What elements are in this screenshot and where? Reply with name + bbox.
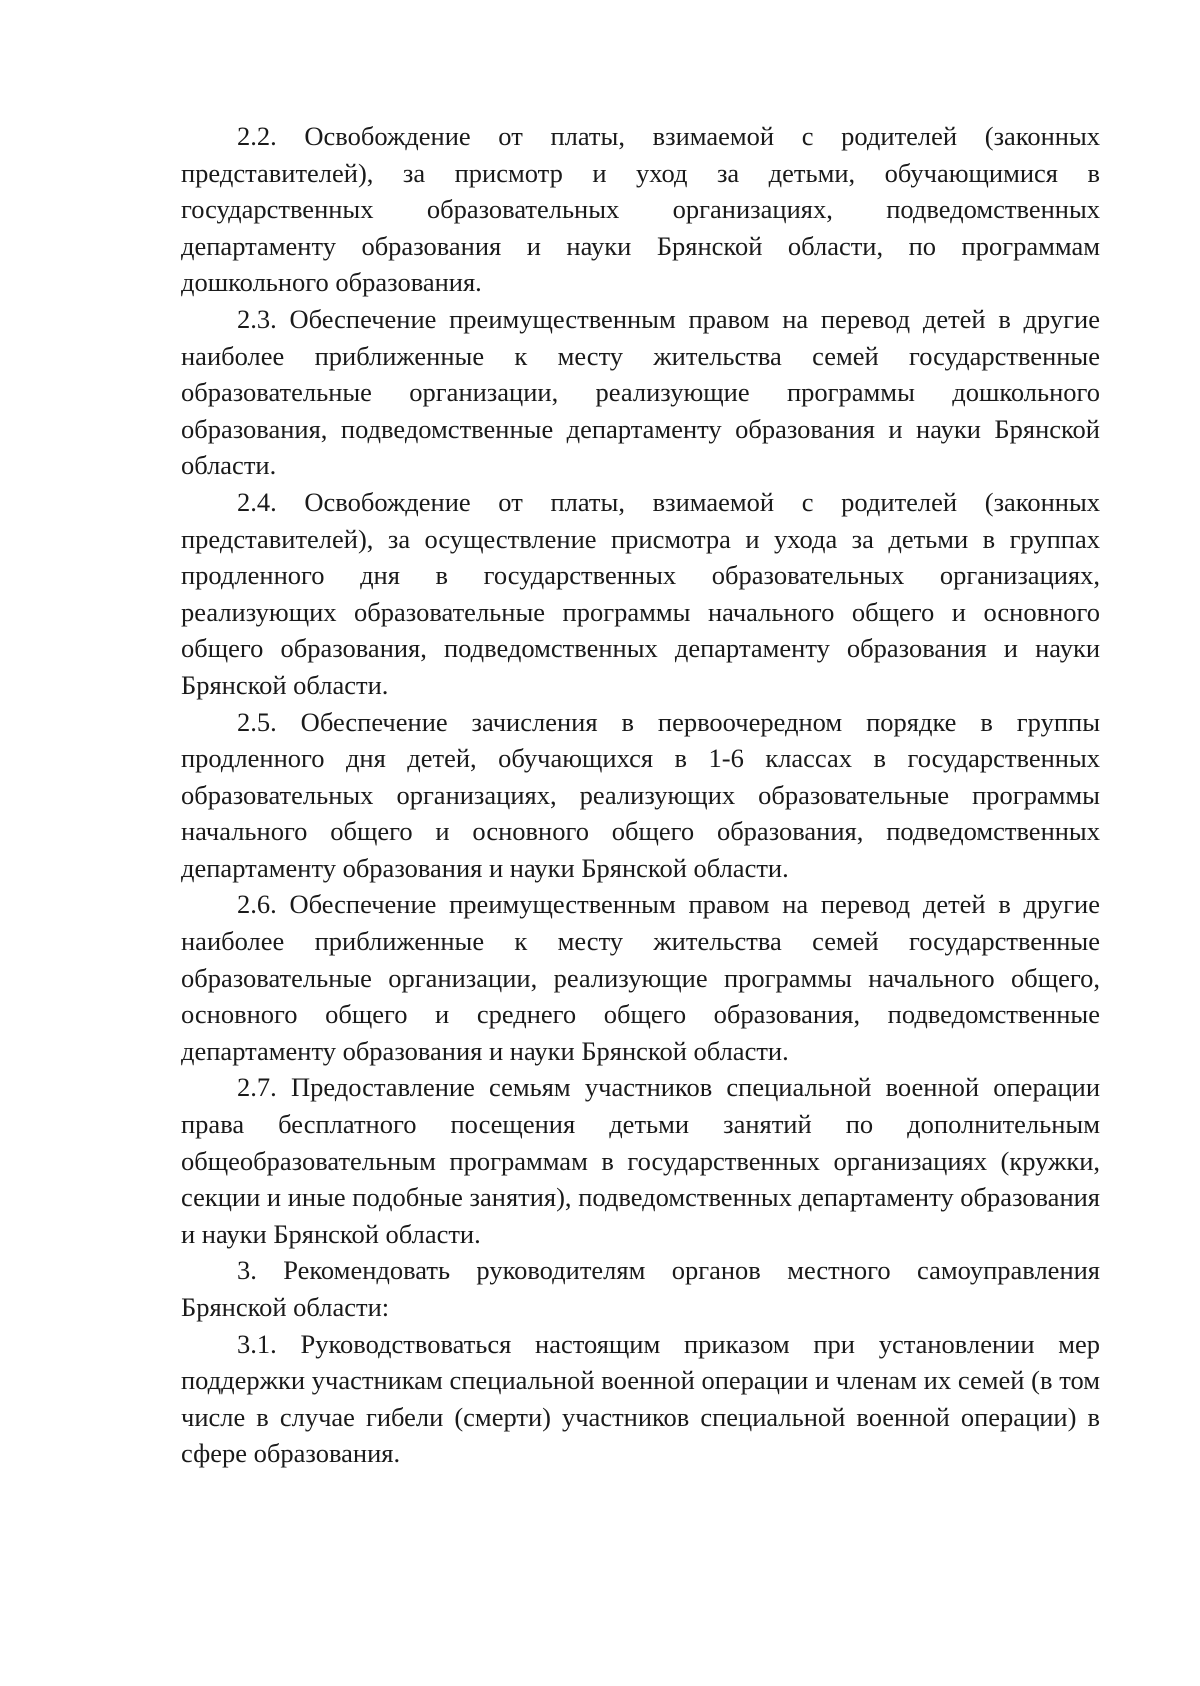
paragraph-2-7: 2.7. Предоставление семьям участников специальной военной операции права бесплатного посещения детьми занятий по дополнительным общеобразовательным программам в государственных организациях (кружки, секции и иные подобные занятия), подведомственных департаменту образования и науки Брянской области. [181,1072,1100,1249]
paragraph-3-1: 3.1. Руководствоваться настоящим приказом при установлении мер поддержки участникам специальной военной операции и членам их семей (в том числе в случае гибели (смерти) участников специальной военной операции) в сфере образования. [181,1328,1100,1469]
paragraph-3: 3. Рекомендовать руководителям органов местного самоуправления Брянской области: [181,1255,1100,1322]
paragraph-2-4: 2.4. Освобождение от платы, взимаемой с родителей (законных представителей), за осуществление присмотра и ухода за детьми в группах продленного дня в государственных образовательных организациях, реализующих образовательные программы начального общего и основного общего образования, подведомственных департаменту образования и науки Брянской области. [181,486,1100,700]
paragraph-2-6: 2.6. Обеспечение преимущественным правом на перевод детей в другие наиболее приближенные к месту жительства семей государственные образовательные организации, реализующие программы начального общего, основного общего и среднего общего образования, подведомственные департаменту образования и науки Брянской области. [181,889,1100,1066]
paragraph-2-5: 2.5. Обеспечение зачисления в первоочередном порядке в группы продленного дня детей, обучающихся в 1-6 классах в государственных образовательных организациях, реализующих образовательные программы начального общего и основного общего образования, подведомственных департаменту образования и науки Брянской области. [181,706,1100,883]
document-body [181,118,1100,1472]
paragraph-2-3: 2.3. Обеспечение преимущественным правом на перевод детей в другие наиболее приближенные к месту жительства семей государственные образовательные организации, реализующие программы дошкольного образования, подведомственные департаменту образования и науки Брянской области. [181,303,1100,481]
paragraph-2-2: 2.2. Освобождение от платы, взимаемой с родителей (законных представителей), за присмотр и уход за детьми, обучающимися в государственных образовательных организациях, подведомственных департаменту образования и науки Брянской области, по программам дошкольного образования. [181,121,1100,298]
